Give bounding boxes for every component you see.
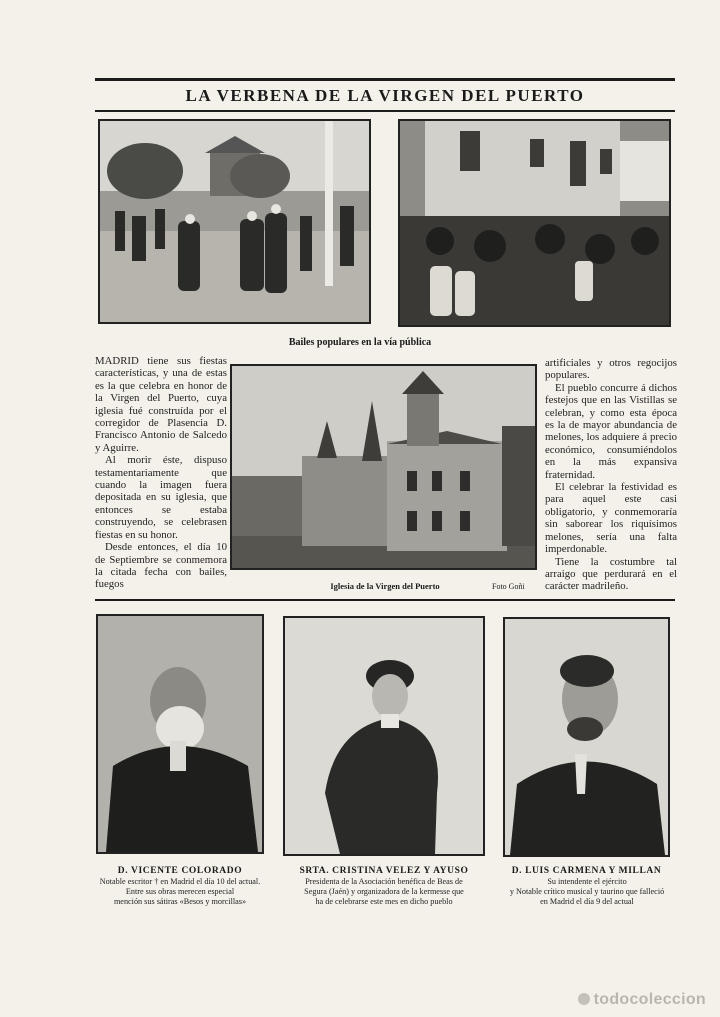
text-column-right <box>545 357 677 593</box>
watermark-logo: todocoleccion <box>578 991 706 1009</box>
paragraph-4: artificiales y otros regocijos populares. <box>545 357 677 382</box>
portrait-name-2: SRTA. CRISTINA VELEZ Y AYUSO <box>299 866 469 876</box>
paragraph-6: El celebrar la festividad es para aquel este casi obligatorio, y conmemoraría sin saborear los riquísimos melones, sería una falta imperdonable. <box>545 481 677 556</box>
church-caption: Iglesia de la Virgen del Puerto <box>330 581 440 591</box>
portrait-vicente-colorado <box>96 614 264 854</box>
paragraph-1: MADRID tiene sus fiestas características, y una de estas es la que celebra en honor de la Virgen del Puerto, cuya iglesia fué construída por el corregidor de Plasencia D. Francisco Antonio de Salcedo y Aguirre. <box>95 355 227 454</box>
title-underline <box>95 110 675 112</box>
photo-credit: Foto Goñi <box>492 582 525 591</box>
article-title: LA VERBENA DE LA VIRGEN DEL PUERTO <box>185 86 585 105</box>
paragraph-2: Al morir éste, dispuso testamentariamente que cuando la imagen fuera depositada en su iglesia, que entonces se estaba construyendo, se celebrasen fiestas en su honor. <box>95 454 227 541</box>
text-column-left <box>95 355 227 591</box>
paragraph-5: El pueblo concurre á dichos festejos que en las Vistillas se celebran, y como esta época es la de mayor abundancia de melones, los adquiere á precio económico, consumiéndolos en la más expansiva fraternidad. <box>545 381 677 481</box>
watermark-dot-icon <box>578 993 590 1005</box>
portrait-name-3: D. LUIS CARMENA Y MILLAN <box>511 866 662 876</box>
section-divider <box>95 599 675 601</box>
photo-crowd <box>398 119 671 327</box>
photo-church <box>230 364 537 570</box>
paragraph-3: Desde entonces, el día 10 de Septiembre se conmemora la citada fecha con bailes, fuegos <box>95 541 227 591</box>
top-photos-caption: Bailes populares en la vía pública <box>288 337 432 348</box>
portrait-name-1: D. VICENTE COLORADO <box>117 866 243 876</box>
photo-street-dance <box>98 119 371 324</box>
portrait-desc-3: Su intendente el ejército y Notable crítico musical y taurino que falleció en Madrid el día 9 del actual <box>509 877 665 906</box>
portrait-desc-1: Notable escritor † en Madrid el día 10 del actual. Entre sus obras merecen especial mención sus sátiras «Besos y morcillas» <box>99 877 261 906</box>
portrait-cristina-velez <box>283 616 485 856</box>
portrait-luis-carmena <box>503 617 670 857</box>
portrait-desc-2: Presidenta de la Asociación benéfica de Beas de Segura (Jaén) y organizadora de la kermesse que ha de celebrarse este mes en dicho pueblo <box>304 877 464 906</box>
paragraph-7: Tiene la costumbre tal arraigo que perdurará en el carácter madrileño. <box>545 555 677 593</box>
top-rule <box>95 78 675 81</box>
